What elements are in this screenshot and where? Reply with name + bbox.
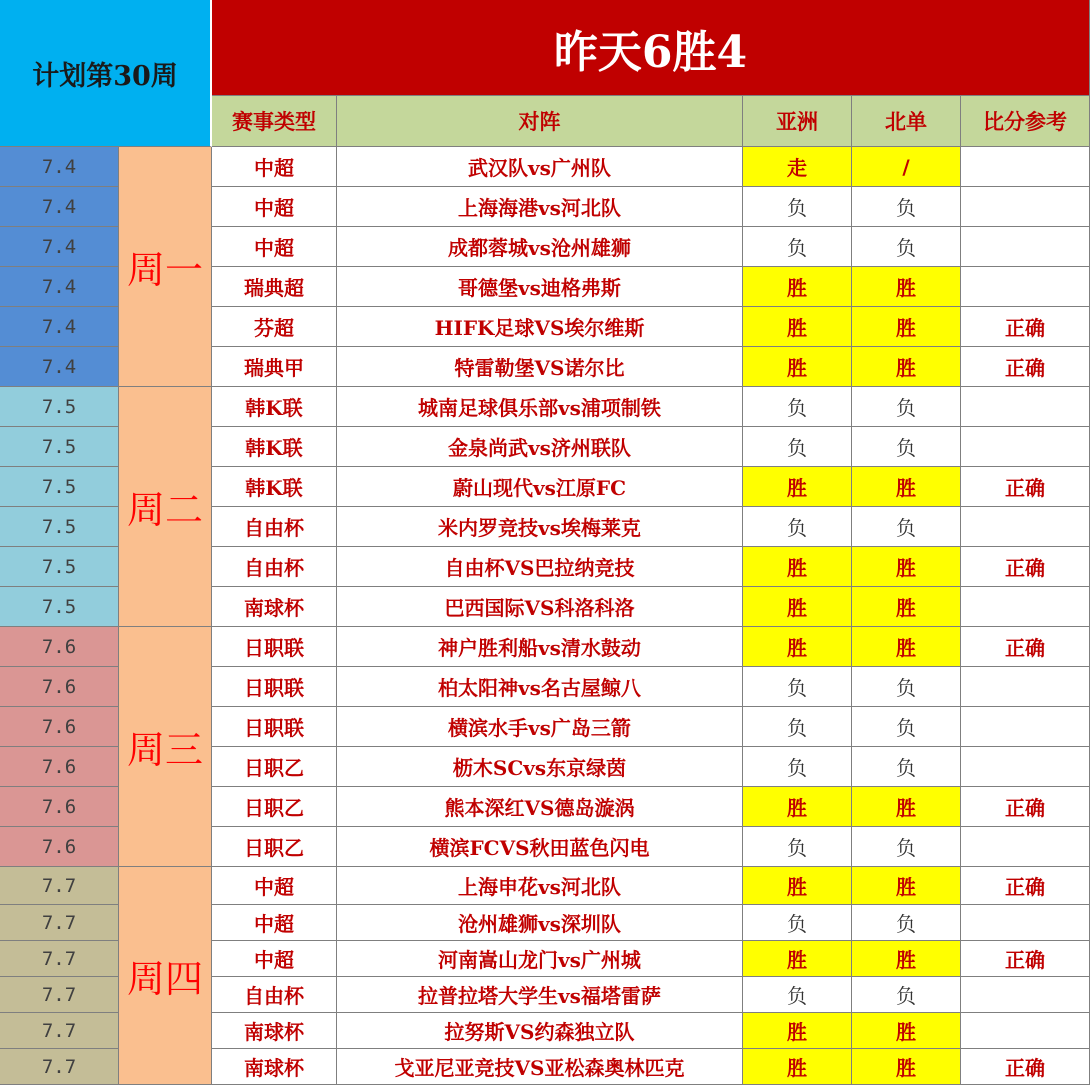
asia-result: 胜 — [743, 867, 852, 905]
league-cell: 韩K联 — [212, 467, 337, 507]
beidan-result: 胜 — [852, 547, 961, 587]
date-cell: 7.4 — [0, 347, 119, 387]
header-asia: 亚洲 — [743, 96, 852, 147]
beidan-result: 胜 — [852, 267, 961, 307]
score-ref-cell — [961, 387, 1090, 427]
beidan-result: 胜 — [852, 627, 961, 667]
date-cell: 7.4 — [0, 307, 119, 347]
asia-result: 负 — [743, 905, 852, 941]
match-cell: 上海海港vs河北队 — [337, 187, 743, 227]
beidan-result: 负 — [852, 227, 961, 267]
match-cell: 神户胜利船vs清水鼓动 — [337, 627, 743, 667]
date-cell: 7.7 — [0, 977, 119, 1013]
beidan-result: 负 — [852, 187, 961, 227]
asia-result: 胜 — [743, 347, 852, 387]
match-cell: 河南嵩山龙门vs广州城 — [337, 941, 743, 977]
beidan-result: 胜 — [852, 587, 961, 627]
league-cell: 中超 — [212, 227, 337, 267]
date-cell: 7.7 — [0, 941, 119, 977]
asia-result: 负 — [743, 227, 852, 267]
match-cell: 城南足球俱乐部vs浦项制铁 — [337, 387, 743, 427]
beidan-result: 胜 — [852, 867, 961, 905]
date-cell: 7.4 — [0, 187, 119, 227]
score-ref-cell — [961, 147, 1090, 187]
asia-result: 负 — [743, 387, 852, 427]
asia-result: 负 — [743, 667, 852, 707]
beidan-result: 负 — [852, 387, 961, 427]
asia-result: 负 — [743, 747, 852, 787]
asia-result: 负 — [743, 507, 852, 547]
league-cell: 日职联 — [212, 667, 337, 707]
league-cell: 南球杯 — [212, 1049, 337, 1085]
date-cell: 7.7 — [0, 867, 119, 905]
plan-label: 计划第30周 — [0, 0, 212, 147]
beidan-result: 胜 — [852, 307, 961, 347]
score-ref-cell — [961, 905, 1090, 941]
match-cell: 沧州雄狮vs深圳队 — [337, 905, 743, 941]
beidan-result: 胜 — [852, 467, 961, 507]
match-cell: 蔚山现代vs江原FC — [337, 467, 743, 507]
score-ref-cell — [961, 707, 1090, 747]
match-cell: 武汉队vs广州队 — [337, 147, 743, 187]
asia-result: 负 — [743, 977, 852, 1013]
asia-result: 负 — [743, 427, 852, 467]
header-match: 对阵 — [337, 96, 743, 147]
score-ref-cell — [961, 507, 1090, 547]
league-cell: 中超 — [212, 905, 337, 941]
asia-result: 胜 — [743, 547, 852, 587]
match-cell: 拉努斯VS约森独立队 — [337, 1013, 743, 1049]
score-ref-cell — [961, 747, 1090, 787]
beidan-result: 负 — [852, 747, 961, 787]
score-ref-cell — [961, 267, 1090, 307]
beidan-result: 负 — [852, 905, 961, 941]
league-cell: 韩K联 — [212, 387, 337, 427]
weekday-label: 周三 — [119, 627, 212, 867]
match-cell: 拉普拉塔大学生vs福塔雷萨 — [337, 977, 743, 1013]
match-cell: 哥德堡vs迪格弗斯 — [337, 267, 743, 307]
asia-result: 胜 — [743, 941, 852, 977]
match-cell: 戈亚尼亚竞技VS亚松森奥林匹克 — [337, 1049, 743, 1085]
date-cell: 7.7 — [0, 1049, 119, 1085]
score-ref-cell: 正确 — [961, 1049, 1090, 1085]
date-cell: 7.5 — [0, 507, 119, 547]
asia-result: 胜 — [743, 787, 852, 827]
score-ref-cell: 正确 — [961, 467, 1090, 507]
date-cell: 7.7 — [0, 1013, 119, 1049]
beidan-result: 胜 — [852, 1049, 961, 1085]
league-cell: 南球杯 — [212, 1013, 337, 1049]
header-score-ref: 比分参考 — [961, 96, 1090, 147]
league-cell: 南球杯 — [212, 587, 337, 627]
beidan-result: 胜 — [852, 787, 961, 827]
beidan-result: 胜 — [852, 347, 961, 387]
asia-result: 胜 — [743, 1013, 852, 1049]
date-cell: 7.7 — [0, 905, 119, 941]
match-cell: 成都蓉城vs沧州雄狮 — [337, 227, 743, 267]
date-cell: 7.5 — [0, 467, 119, 507]
header-beidan: 北单 — [852, 96, 961, 147]
score-ref-cell: 正确 — [961, 941, 1090, 977]
match-cell: 特雷勒堡VS诺尔比 — [337, 347, 743, 387]
league-cell: 日职联 — [212, 627, 337, 667]
league-cell: 瑞典超 — [212, 267, 337, 307]
match-cell: 金泉尚武vs济州联队 — [337, 427, 743, 467]
score-ref-cell — [961, 1013, 1090, 1049]
asia-result: 胜 — [743, 267, 852, 307]
date-cell: 7.6 — [0, 827, 119, 867]
date-cell: 7.5 — [0, 387, 119, 427]
score-ref-cell — [961, 667, 1090, 707]
match-cell: 上海申花vs河北队 — [337, 867, 743, 905]
match-cell: 米内罗竞技vs埃梅莱克 — [337, 507, 743, 547]
weekday-label: 周四 — [119, 867, 212, 1085]
match-cell: HIFK足球VS埃尔维斯 — [337, 307, 743, 347]
league-cell: 日职乙 — [212, 787, 337, 827]
beidan-result: 负 — [852, 977, 961, 1013]
beidan-result: 负 — [852, 667, 961, 707]
date-cell: 7.4 — [0, 147, 119, 187]
beidan-result: / — [852, 147, 961, 187]
beidan-result: 负 — [852, 507, 961, 547]
date-cell: 7.5 — [0, 427, 119, 467]
date-cell: 7.4 — [0, 267, 119, 307]
banner-title: 昨天6胜4 — [212, 0, 1090, 96]
league-cell: 中超 — [212, 867, 337, 905]
league-cell: 中超 — [212, 187, 337, 227]
date-cell: 7.6 — [0, 787, 119, 827]
score-ref-cell: 正确 — [961, 307, 1090, 347]
league-cell: 日职乙 — [212, 827, 337, 867]
league-cell: 中超 — [212, 147, 337, 187]
score-ref-cell: 正确 — [961, 347, 1090, 387]
league-cell: 日职乙 — [212, 747, 337, 787]
match-cell: 熊本深红VS德岛漩涡 — [337, 787, 743, 827]
asia-result: 负 — [743, 187, 852, 227]
date-cell: 7.4 — [0, 227, 119, 267]
score-ref-cell — [961, 827, 1090, 867]
score-ref-cell — [961, 227, 1090, 267]
score-ref-cell — [961, 977, 1090, 1013]
weekday-label: 周一 — [119, 147, 212, 387]
score-ref-cell — [961, 427, 1090, 467]
asia-result: 负 — [743, 827, 852, 867]
asia-result: 胜 — [743, 627, 852, 667]
league-cell: 日职联 — [212, 707, 337, 747]
match-cell: 枥木SCvs东京绿茵 — [337, 747, 743, 787]
score-ref-cell — [961, 587, 1090, 627]
match-cell: 横滨水手vs广岛三箭 — [337, 707, 743, 747]
beidan-result: 负 — [852, 427, 961, 467]
match-cell: 巴西国际VS科洛科洛 — [337, 587, 743, 627]
date-cell: 7.6 — [0, 667, 119, 707]
score-ref-cell: 正确 — [961, 787, 1090, 827]
beidan-result: 负 — [852, 827, 961, 867]
header-league: 赛事类型 — [212, 96, 337, 147]
score-ref-cell: 正确 — [961, 867, 1090, 905]
beidan-result: 胜 — [852, 941, 961, 977]
asia-result: 胜 — [743, 307, 852, 347]
league-cell: 瑞典甲 — [212, 347, 337, 387]
asia-result: 胜 — [743, 587, 852, 627]
asia-result: 胜 — [743, 467, 852, 507]
date-cell: 7.5 — [0, 547, 119, 587]
league-cell: 自由杯 — [212, 507, 337, 547]
score-ref-cell: 正确 — [961, 547, 1090, 587]
asia-result: 胜 — [743, 1049, 852, 1085]
beidan-result: 胜 — [852, 1013, 961, 1049]
beidan-result: 负 — [852, 707, 961, 747]
league-cell: 自由杯 — [212, 547, 337, 587]
date-cell: 7.6 — [0, 707, 119, 747]
date-cell: 7.6 — [0, 627, 119, 667]
league-cell: 韩K联 — [212, 427, 337, 467]
match-cell: 横滨FCVS秋田蓝色闪电 — [337, 827, 743, 867]
match-cell: 自由杯VS巴拉纳竞技 — [337, 547, 743, 587]
league-cell: 中超 — [212, 941, 337, 977]
score-ref-cell — [961, 187, 1090, 227]
date-cell: 7.5 — [0, 587, 119, 627]
match-cell: 柏太阳神vs名古屋鲸八 — [337, 667, 743, 707]
asia-result: 走 — [743, 147, 852, 187]
score-ref-cell: 正确 — [961, 627, 1090, 667]
weekday-label: 周二 — [119, 387, 212, 627]
date-cell: 7.6 — [0, 747, 119, 787]
asia-result: 负 — [743, 707, 852, 747]
league-cell: 自由杯 — [212, 977, 337, 1013]
league-cell: 芬超 — [212, 307, 337, 347]
